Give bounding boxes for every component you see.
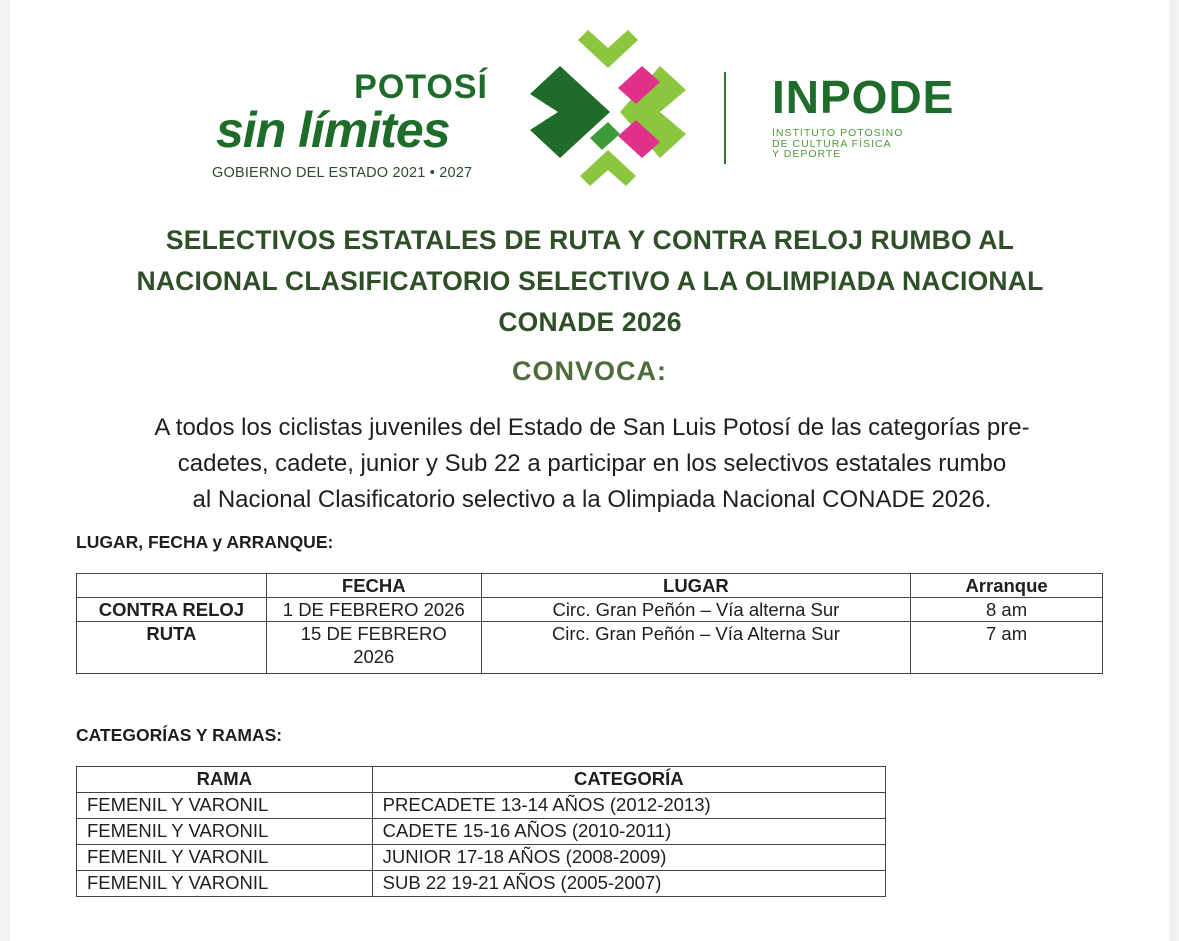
title-line-1: SELECTIVOS ESTATALES DE RUTA Y CONTRA RELOJ RUMBO AL — [165, 225, 1015, 255]
schedule-table — [76, 573, 1103, 674]
table-row — [77, 871, 886, 897]
table-header-cell: CATEGORÍA — [372, 767, 885, 793]
table-header-row — [77, 574, 1103, 598]
inpode-subtitle — [772, 128, 903, 160]
table-row — [77, 845, 886, 871]
table-row — [77, 793, 886, 819]
intro-line-2: cadetes, cadete, junior y Sub 22 a participar en los selectivos estatales rumbo — [177, 450, 1007, 477]
table-cell: SUB 22 19-21 AÑOS (2005-2007) — [372, 871, 885, 897]
inpode-subtitle-line3: Y DEPORTE — [772, 148, 842, 160]
table-cell: 8 am — [911, 598, 1103, 622]
table-cell: 15 DE FEBRERO 2026 — [266, 622, 481, 674]
categories-label: CATEGORÍAS Y RAMAS: — [76, 725, 283, 745]
table-cell: 7 am — [911, 622, 1103, 674]
table-header-cell: Arranque — [911, 574, 1103, 598]
arrows-emblem-icon — [520, 26, 696, 192]
logo-divider — [724, 72, 726, 164]
emblem-top-arrow — [578, 30, 638, 68]
inpode-subtitle-line1: INSTITUTO POTOSINO — [772, 127, 904, 139]
intro-line-1: A todos los ciclistas juveniles del Estado de San Luis Potosí de las categorías pre- — [154, 414, 1030, 441]
title-line-2: NACIONAL CLASIFICATORIO SELECTIVO A LA OLIMPIADA NACIONAL — [136, 266, 1044, 296]
table-header-row — [77, 767, 886, 793]
logo-sin-limites-text: sin límites — [216, 102, 450, 158]
inpode-name: INPODE — [772, 71, 955, 123]
table-cell: FEMENIL Y VARONIL — [77, 845, 373, 871]
convoca-heading: CONVOCA: — [512, 356, 667, 386]
intro-paragraph — [62, 410, 1122, 518]
schedule-label: LUGAR, FECHA y ARRANQUE: — [76, 532, 334, 552]
table-row — [77, 819, 886, 845]
inpode-subtitle-line2: DE CULTURA FÍSICA — [772, 137, 892, 150]
potosi-sin-limites-logo — [210, 62, 530, 192]
logo-gobierno-text: GOBIERNO DEL ESTADO 2021 • 2027 — [212, 165, 473, 181]
table-cell: FEMENIL Y VARONIL — [77, 793, 373, 819]
document-page — [10, 0, 1169, 941]
table-row — [77, 598, 1103, 622]
table-cell: Circ. Gran Peñón – Vía Alterna Sur — [481, 622, 910, 674]
table-cell: CADETE 15-16 AÑOS (2010-2011) — [372, 819, 885, 845]
table-cell: CONTRA RELOJ — [77, 598, 267, 622]
table-cell: FEMENIL Y VARONIL — [77, 819, 373, 845]
table-row — [77, 622, 1103, 674]
logo-potosi-text: POTOSÍ — [354, 68, 488, 106]
intro-line-3: al Nacional Clasificatorio selectivo a la Olimpiada Nacional CONADE 2026. — [192, 486, 992, 513]
page-title — [50, 220, 1130, 343]
table-header-cell: FECHA — [266, 574, 481, 598]
inpode-logo — [772, 72, 1012, 172]
table-header-cell — [77, 574, 267, 598]
table-cell: PRECADETE 13-14 AÑOS (2012-2013) — [372, 793, 885, 819]
title-line-3: CONADE 2026 — [498, 307, 682, 337]
categories-table — [76, 766, 886, 897]
table-cell: FEMENIL Y VARONIL — [77, 871, 373, 897]
table-header-cell: RAMA — [77, 767, 373, 793]
table-header-cell: LUGAR — [481, 574, 910, 598]
table-cell: RUTA — [77, 622, 267, 674]
table-cell: JUNIOR 17-18 AÑOS (2008-2009) — [372, 845, 885, 871]
table-cell: Circ. Gran Peñón – Vía alterna Sur — [481, 598, 910, 622]
table-cell: 1 DE FEBRERO 2026 — [266, 598, 481, 622]
emblem-bottom-arrow — [580, 150, 636, 186]
